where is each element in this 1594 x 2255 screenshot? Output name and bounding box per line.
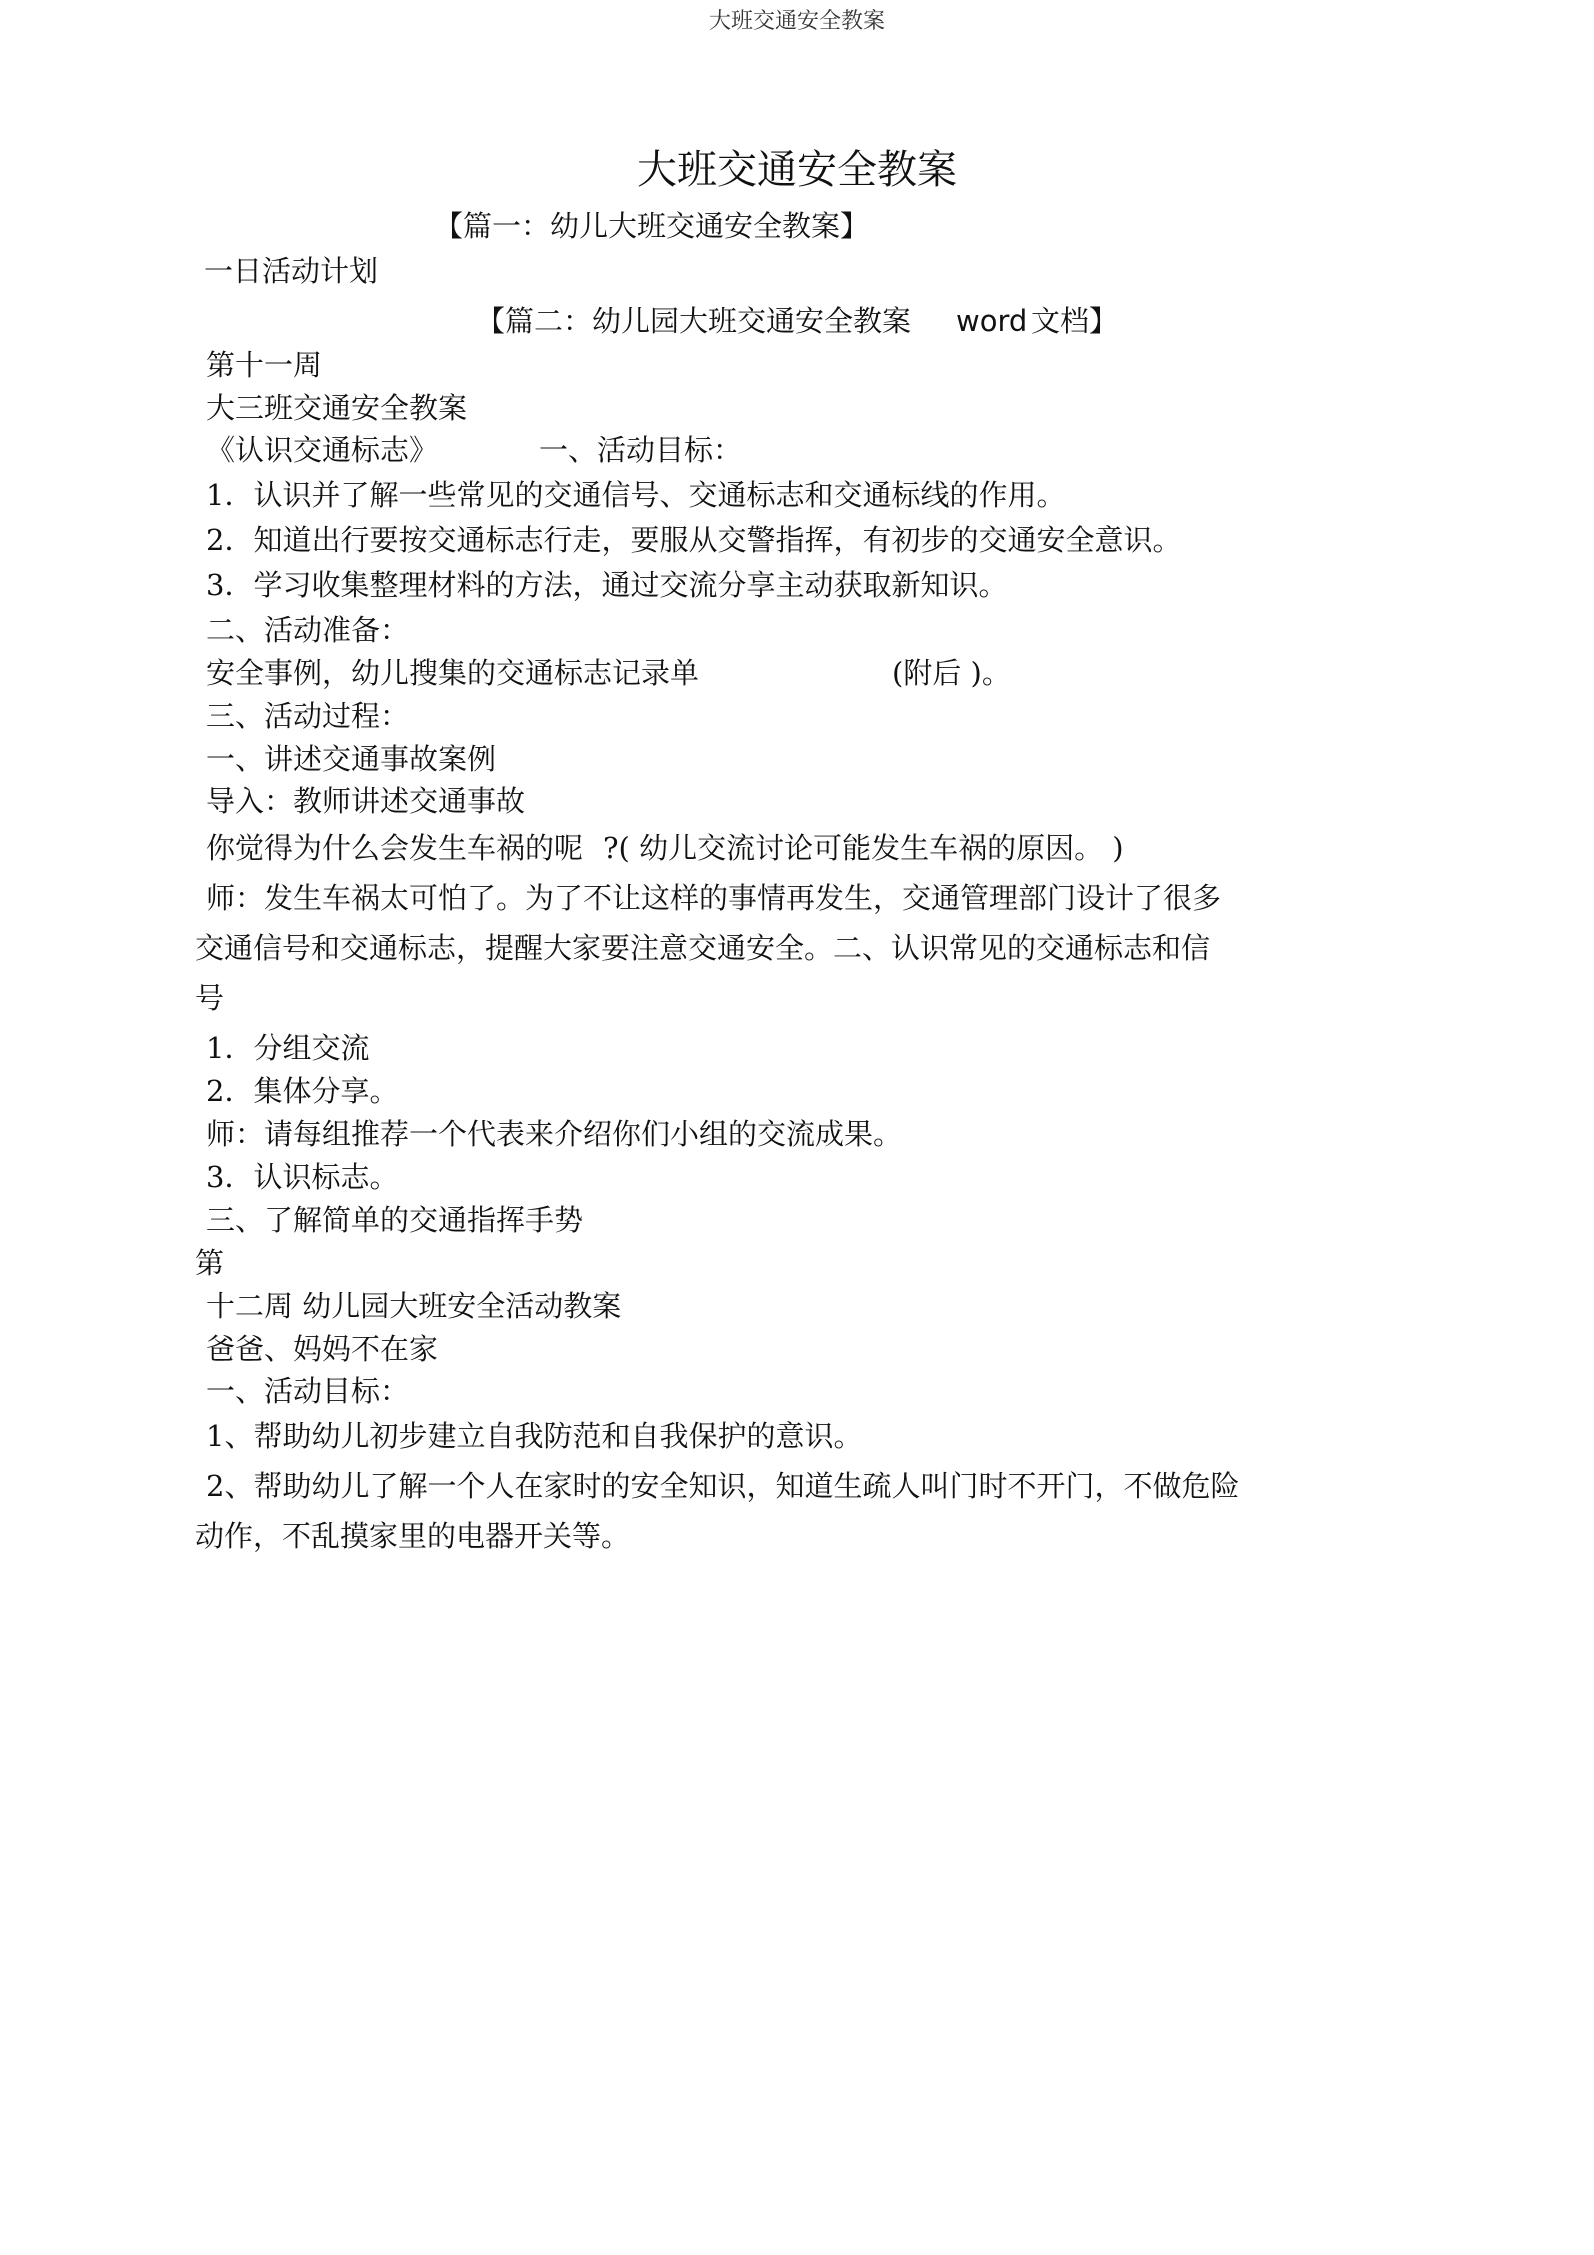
body-line: 1．分组交流	[206, 1031, 370, 1065]
body-line: 2．知道出行要按交通标志行走，要服从交警指挥，有初步的交通安全意识。	[206, 523, 1182, 557]
body-line: 你觉得为什么会发生车祸的呢	[206, 831, 584, 865]
body-line: 一、讲述交通事故案例	[206, 742, 497, 776]
body-line: 交通信号和交通标志，提醒大家要注意交通安全。二、认识常见的交通标志和信	[195, 931, 1211, 965]
body-line: (附后 )。	[892, 656, 1011, 690]
body-line: 《认识交通标志》	[206, 433, 439, 467]
body-line: 十二周 幼儿园大班安全活动教案	[206, 1289, 622, 1323]
body-line: 爸爸、妈妈不在家	[206, 1332, 439, 1366]
body-line: 二、活动准备：	[206, 613, 410, 647]
body-line: 导入：教师讲述交通事故	[206, 784, 526, 818]
body-line: 大三班交通安全教案	[206, 391, 468, 425]
section-heading-2-suffix: 文档】	[1031, 304, 1119, 338]
body-line: ?( 幼儿交流讨论可能发生车祸的原因。 )	[603, 831, 1124, 865]
body-line: 2、帮助幼儿了解一个人在家时的安全知识，知道生疏人叫门时不开门，不做危险	[206, 1469, 1240, 1503]
body-line: 一日活动计划	[204, 254, 379, 288]
section-heading-2: 【篇二：幼儿园大班交通安全教案	[476, 304, 912, 338]
body-line: 第	[195, 1246, 225, 1280]
section-heading-1: 【篇一：幼儿大班交通安全教案】	[434, 209, 870, 243]
body-line: 号	[195, 981, 225, 1015]
body-line: 安全事例，幼儿搜集的交通标志记录单	[206, 656, 700, 690]
body-line: 3．学习收集整理材料的方法，通过交流分享主动获取新知识。	[206, 568, 1008, 602]
running-header: 大班交通安全教案	[708, 9, 885, 34]
body-line: 1、帮助幼儿初步建立自我防范和自我保护的意识。	[206, 1419, 863, 1453]
body-line: 3．认识标志。	[206, 1160, 399, 1194]
body-line: 1．认识并了解一些常见的交通信号、交通标志和交通标线的作用。	[206, 478, 1066, 512]
body-line: 师：发生车祸太可怕了。为了不让这样的事情再发生，交通管理部门设计了很多	[206, 881, 1222, 915]
document-title: 大班交通安全教案	[637, 147, 957, 193]
body-line: 第十一周	[206, 348, 323, 382]
body-line: 三、活动过程：	[206, 699, 410, 733]
body-line: 动作，不乱摸家里的电器开关等。	[195, 1519, 631, 1553]
body-line: 2．集体分享。	[206, 1074, 399, 1108]
body-line: 三、了解简单的交通指挥手势	[206, 1203, 584, 1237]
body-line: 师：请每组推荐一个代表来介绍你们小组的交流成果。	[206, 1117, 903, 1151]
body-line: 一、活动目标：	[206, 1374, 410, 1408]
body-line: 一、活动目标：	[539, 433, 743, 467]
section-heading-2-word: word	[956, 304, 1028, 338]
